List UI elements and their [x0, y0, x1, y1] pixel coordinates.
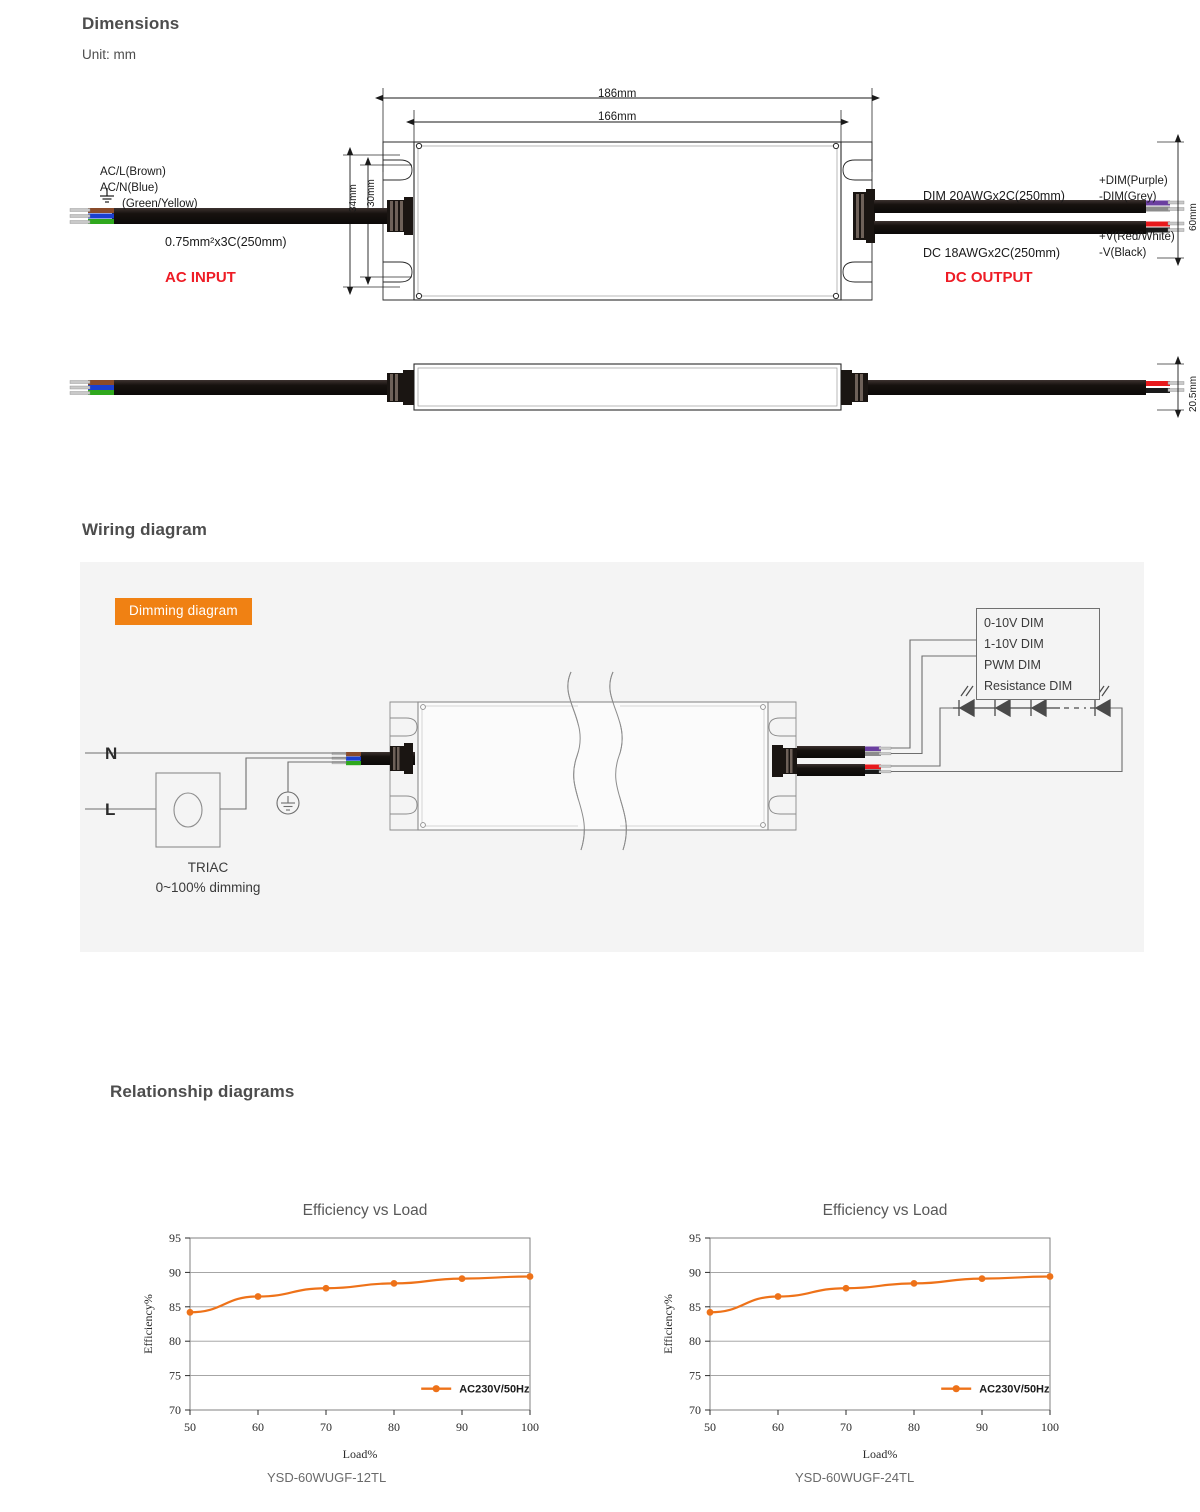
svg-text:95: 95 [689, 1231, 701, 1245]
svg-text:90: 90 [169, 1265, 181, 1280]
wiring-label-n: N [105, 744, 118, 763]
dim-option-pwm: PWM DIM [984, 658, 1041, 672]
ac-wire-label-earth: (Green/Yellow) [122, 198, 198, 210]
svg-text:Efficiency%: Efficiency% [141, 1294, 155, 1354]
svg-text:60: 60 [252, 1420, 264, 1434]
triac-name: TRIAC [187, 860, 229, 875]
svg-text:90: 90 [976, 1420, 988, 1434]
svg-text:AC230V/50Hz: AC230V/50Hz [979, 1383, 1050, 1396]
dimension-height-inner: 30mm [366, 179, 377, 207]
svg-text:70: 70 [840, 1420, 852, 1434]
chart-panel-0 [130, 1180, 600, 1480]
svg-text:70: 70 [169, 1403, 181, 1417]
svg-text:85: 85 [689, 1299, 701, 1314]
svg-text:75: 75 [689, 1368, 701, 1383]
svg-text:75: 75 [169, 1368, 181, 1383]
svg-text:50: 50 [184, 1420, 196, 1434]
ac-input-label: AC INPUT [165, 269, 236, 286]
svg-text:95: 95 [169, 1231, 181, 1245]
chart-caption-0: YSD-60WUGF-12TL [267, 1470, 387, 1485]
svg-text:90: 90 [689, 1265, 701, 1280]
dimming-diagram-badge: Dimming diagram [115, 598, 252, 625]
output-label-minus-dim: -DIM(Grey) [1099, 191, 1157, 203]
output-label-plus-v: +V(Red/White) [1099, 231, 1175, 243]
dimension-total-length: 186mm [598, 88, 637, 100]
chart-title-0: Efficiency vs Load [302, 1202, 428, 1219]
dim-options-box [976, 608, 1100, 700]
svg-text:100: 100 [521, 1420, 539, 1434]
svg-text:80: 80 [169, 1334, 181, 1349]
page-title-dimensions: Dimensions [82, 14, 180, 33]
svg-text:80: 80 [689, 1334, 701, 1349]
chart-caption-1: YSD-60WUGF-24TL [795, 1470, 915, 1485]
svg-text:60: 60 [772, 1420, 784, 1434]
wiring-label-l: L [105, 800, 116, 819]
output-label-minus-v: -V(Black) [1099, 247, 1147, 259]
efficiency-vs-load-chart-0 [130, 1180, 600, 1480]
svg-text:70: 70 [320, 1420, 332, 1434]
ac-cable-spec: 0.75mm²x3C(250mm) [165, 235, 287, 249]
svg-text:Load%: Load% [342, 1447, 378, 1461]
dim-cable-spec: DIM 20AWGx2C(250mm) [923, 189, 1065, 203]
dim-option-1-10v: 1-10V DIM [984, 637, 1044, 651]
svg-text:AC230V/50Hz: AC230V/50Hz [459, 1383, 530, 1396]
dimension-thickness: 20.5mm [1188, 375, 1199, 412]
dim-option-0-10v: 0-10V DIM [984, 616, 1044, 630]
efficiency-vs-load-chart-1 [650, 1180, 1120, 1480]
svg-text:Load%: Load% [862, 1447, 898, 1461]
svg-text:90: 90 [456, 1420, 468, 1434]
svg-text:80: 80 [388, 1420, 400, 1434]
svg-text:50: 50 [704, 1420, 716, 1434]
dc-output-label: DC OUTPUT [945, 269, 1033, 286]
chart-title-1: Efficiency vs Load [822, 1202, 948, 1219]
svg-text:100: 100 [1041, 1420, 1059, 1434]
unit-note: Unit: mm [82, 47, 136, 62]
output-label-plus-dim: +DIM(Purple) [1099, 175, 1168, 187]
ac-wire-label-n: AC/N(Blue) [100, 182, 159, 194]
dimension-width-side: 60mm [1188, 203, 1199, 231]
page-title-wiring: Wiring diagram [82, 520, 207, 539]
triac-range: 0~100% dimming [155, 880, 261, 895]
page-title-relationship: Relationship diagrams [110, 1082, 295, 1101]
dimension-side-view [0, 350, 1200, 430]
ac-wire-label-l: AC/L(Brown) [100, 166, 166, 178]
dimension-height-outer: 34mm [348, 184, 359, 212]
dimension-body-length: 166mm [598, 111, 637, 123]
svg-text:70: 70 [689, 1403, 701, 1417]
dc-cable-spec: DC 18AWGx2C(250mm) [923, 246, 1061, 260]
svg-text:85: 85 [169, 1299, 181, 1314]
dim-option-resistance: Resistance DIM [984, 679, 1073, 693]
svg-text:Efficiency%: Efficiency% [661, 1294, 675, 1354]
chart-panel-1 [650, 1180, 1120, 1480]
svg-text:80: 80 [908, 1420, 920, 1434]
